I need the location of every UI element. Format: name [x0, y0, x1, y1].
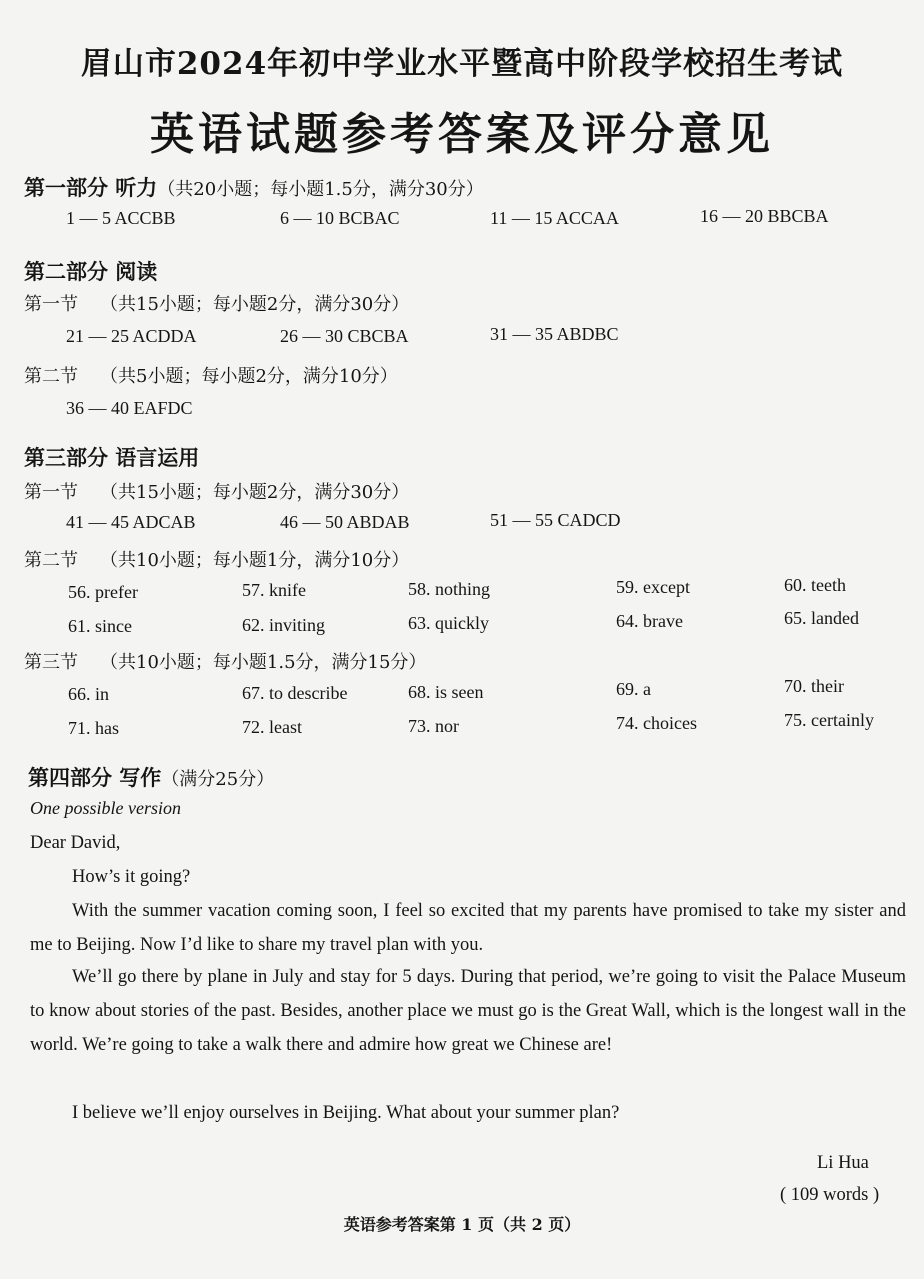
exam-title: 眉山市2024年初中学业水平暨高中阶段学校招生考试: [80, 46, 844, 82]
answer-item: 60. teeth: [784, 575, 846, 595]
section-note: （共15小题；每小题2分，满分30分）: [100, 294, 410, 315]
answer-item: 65. landed: [784, 608, 859, 628]
answer-item: 74. choices: [616, 713, 697, 733]
answer-group: 6 — 10 BCBAC: [280, 208, 400, 228]
answer-item: 66. in: [68, 684, 110, 704]
answer-group: 41 — 45 ADCAB: [66, 512, 196, 532]
answer-item: 64. brave: [616, 611, 683, 631]
part1-heading: [24, 172, 484, 202]
section-label: 第三节: [24, 652, 78, 673]
section-label: 第一节: [24, 482, 78, 503]
part4-note: （满分25分）: [161, 769, 275, 790]
salutation: Dear David,: [30, 833, 121, 853]
answer-group: 16 — 20 BBCBA: [700, 206, 829, 226]
section-note: （共10小题；每小题1分，满分10分）: [100, 550, 410, 571]
answer-item: 57. knife: [242, 580, 306, 600]
answer-item: 67. to describe: [242, 683, 348, 703]
answer-item: 69. a: [616, 679, 651, 699]
answer-group: 36 — 40 EAFDC: [66, 398, 193, 418]
section-label: 第一节: [24, 294, 78, 315]
part1-title: 第一部分 听力: [24, 176, 158, 200]
section-note: （共10小题；每小题1.5分，满分15分）: [100, 652, 427, 673]
version-label: One possible version: [30, 798, 181, 818]
answer-item: 75. certainly: [784, 710, 874, 730]
answer-key-title: 英语试题参考答案及评分意见: [150, 109, 774, 160]
answer-item: 72. least: [242, 717, 302, 737]
answer-group: 11 — 15 ACCAA: [490, 208, 619, 228]
essay-paragraph: How’s it going?: [72, 867, 191, 887]
part3-heading: 第三部分 语言运用: [24, 446, 200, 470]
part1-note: （共20小题；每小题1.5分，满分30分）: [157, 179, 484, 200]
answer-group: 51 — 55 CADCD: [490, 510, 621, 530]
answer-group: 26 — 30 CBCBA: [280, 326, 409, 346]
essay-paragraph: We’ll go there by plane in July and stay for 5 days. During that period, we’re going to visit the Palace Museum to know about stories of the past. Besides, another place we must go is the Great Wall, which is the longest wall in the world. We’re going to take a walk there and admire how great we Chinese are!: [30, 967, 906, 1055]
signature: Li Hua: [817, 1153, 869, 1173]
answer-item: 68. is seen: [408, 682, 484, 702]
part2-section2: [24, 362, 398, 388]
answer-group: 1 — 5 ACCBB: [66, 208, 176, 228]
answer-item: 63. quickly: [408, 613, 489, 633]
answer-item: 62. inviting: [242, 615, 326, 635]
answer-item: 56. prefer: [68, 582, 138, 602]
part4-heading: [28, 762, 274, 792]
answer-group: 31 — 35 ABDBC: [490, 324, 619, 344]
section-label: 第二节: [24, 550, 78, 571]
answer-item: 58. nothing: [408, 579, 491, 599]
word-count: ( 109 words ): [780, 1185, 880, 1205]
part3-section2: [24, 546, 409, 572]
section-label: 第二节: [24, 366, 78, 387]
answer-item: 61. since: [68, 616, 132, 636]
answer-item: 73. nor: [408, 716, 459, 736]
answer-group: 21 — 25 ACDDA: [66, 326, 197, 346]
answer-item: 71. has: [68, 718, 119, 738]
part2-section1: [24, 290, 409, 316]
section-note: （共5小题；每小题2分，满分10分）: [100, 366, 398, 387]
part2-heading: 第二部分 阅读: [24, 260, 158, 284]
answer-item: 59. except: [616, 577, 690, 597]
answer-group: 46 — 50 ABDAB: [280, 512, 410, 532]
part4-title: 第四部分 写作: [28, 766, 162, 790]
answer-item: 70. their: [784, 676, 844, 696]
page-footer: 英语参考答案第 1 页（共 2 页）: [343, 1215, 581, 1234]
part3-section1: [24, 478, 409, 504]
essay-paragraph: I believe we’ll enjoy ourselves in Beijing. What about your summer plan?: [72, 1103, 620, 1123]
part3-section3: [24, 648, 426, 674]
section-note: （共15小题；每小题2分，满分30分）: [100, 482, 410, 503]
essay-paragraph: With the summer vacation coming soon, I feel so excited that my parents have promised to take my sister and me to Beijing. Now I’d like to share my travel plan with you.: [30, 901, 906, 955]
